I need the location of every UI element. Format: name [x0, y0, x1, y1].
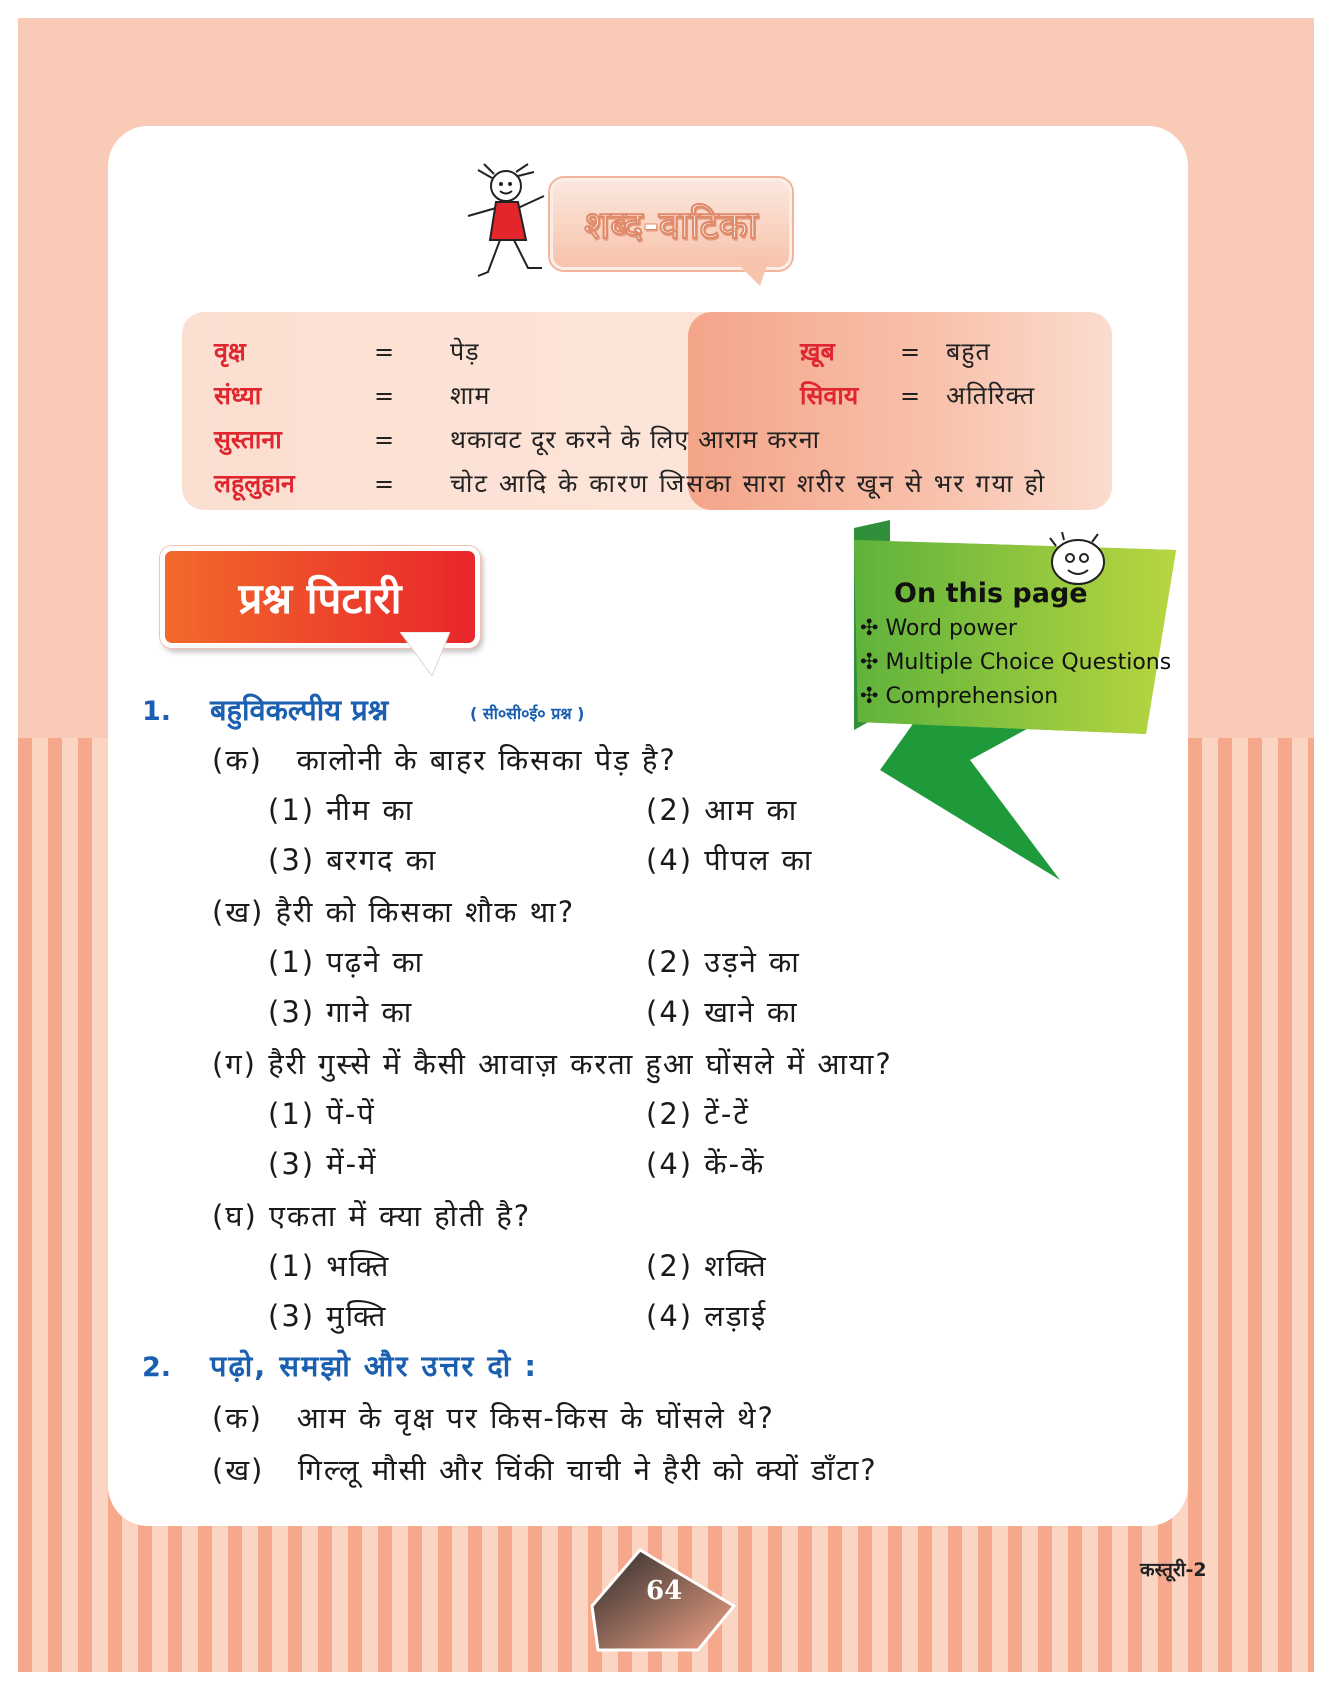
mcq-option: (2) उड़ने का [646, 945, 801, 979]
mcq-option: (3) बरगद का [268, 843, 438, 877]
question-number: 2. [142, 1352, 172, 1383]
mcq-question: (ख) हैरी को किसका शौक था? [212, 895, 576, 929]
mcq-option: (2) आम का [646, 793, 799, 827]
word-equals: = [374, 426, 395, 454]
mcq-question: (ग) हैरी गुस्से में कैसी आवाज़ करता हुआ घोंसले में आया? [212, 1047, 893, 1081]
word-term: लहूलुहान [214, 469, 295, 498]
page-number: 64 [646, 1576, 683, 1606]
title-badge-tail [730, 256, 770, 286]
on-this-page-item: ✣ Multiple Choice Questions [860, 650, 1172, 675]
comprehension-question: (ख) गिल्लू मौसी और चिंकी चाची ने हैरी को क्यों डाँटा? [212, 1453, 878, 1487]
mcq-option: (1) पें-पें [268, 1097, 376, 1131]
question-subheading: ( सी०सी०ई० प्रश्न ) [470, 704, 585, 723]
word-term: सुस्ताना [214, 425, 282, 454]
mcq-question: (घ) एकता में क्या होती है? [212, 1199, 532, 1233]
word-meaning: शाम [450, 381, 491, 410]
word-meaning: थकावट दूर करने के लिए आराम करना [450, 425, 821, 454]
mcq-option: (1) नीम का [268, 793, 415, 827]
mcq-option: (2) टें-टें [646, 1097, 750, 1131]
word-equals: = [374, 470, 395, 498]
word-meaning: अतिरिक्त [946, 381, 1036, 410]
section-title: प्रश्न पिटारी [238, 573, 402, 623]
on-this-page-item: ✣ Word power [860, 616, 1017, 641]
book-name: कस्तूरी-2 [1140, 1559, 1207, 1581]
mcq-option: (3) मुक्ति [268, 1299, 388, 1333]
question-heading: बहुविकल्पीय प्रश्न [210, 693, 389, 727]
word-term: सिवाय [800, 381, 859, 410]
girl-illustration-icon [448, 160, 558, 290]
mcq-option: (1) पढ़ने का [268, 945, 425, 979]
on-this-page-title: On this page [894, 578, 1088, 609]
mcq-option: (4) पीपल का [646, 843, 814, 877]
mcq-option: (4) खाने का [646, 995, 799, 1029]
mcq-option: (3) गाने का [268, 995, 414, 1029]
page-title: शब्द-वाटिका [584, 203, 758, 247]
word-meaning: पेड़ [450, 337, 480, 366]
comprehension-question: (क) आम के वृक्ष पर किस-किस के घोंसले थे? [212, 1401, 775, 1435]
word-equals: = [900, 382, 921, 410]
mcq-option: (1) भक्ति [268, 1249, 391, 1283]
mcq-option: (3) में-में [268, 1147, 378, 1181]
word-term: संध्या [214, 381, 262, 410]
word-equals: = [374, 338, 395, 366]
mcq-question: (क) कालोनी के बाहर किसका पेड़ है? [212, 743, 677, 777]
mcq-option: (4) लड़ाई [646, 1299, 768, 1333]
on-this-page-item: ✣ Comprehension [860, 684, 1059, 709]
word-equals: = [374, 382, 395, 410]
word-meaning: चोट आदि के कारण जिसका सारा शरीर खून से भर गया हो [450, 469, 1047, 498]
word-term: ख़ूब [800, 337, 835, 366]
mcq-option: (2) शक्ति [646, 1249, 768, 1283]
word-equals: = [900, 338, 921, 366]
word-meaning: बहुत [946, 337, 991, 366]
mcq-option: (4) कें-कें [646, 1147, 766, 1181]
word-term: वृक्ष [214, 337, 246, 366]
section-badge-tail [400, 632, 450, 676]
question-number: 1. [142, 696, 172, 727]
question-heading: पढ़ो, समझो और उत्तर दो : [210, 1349, 539, 1383]
